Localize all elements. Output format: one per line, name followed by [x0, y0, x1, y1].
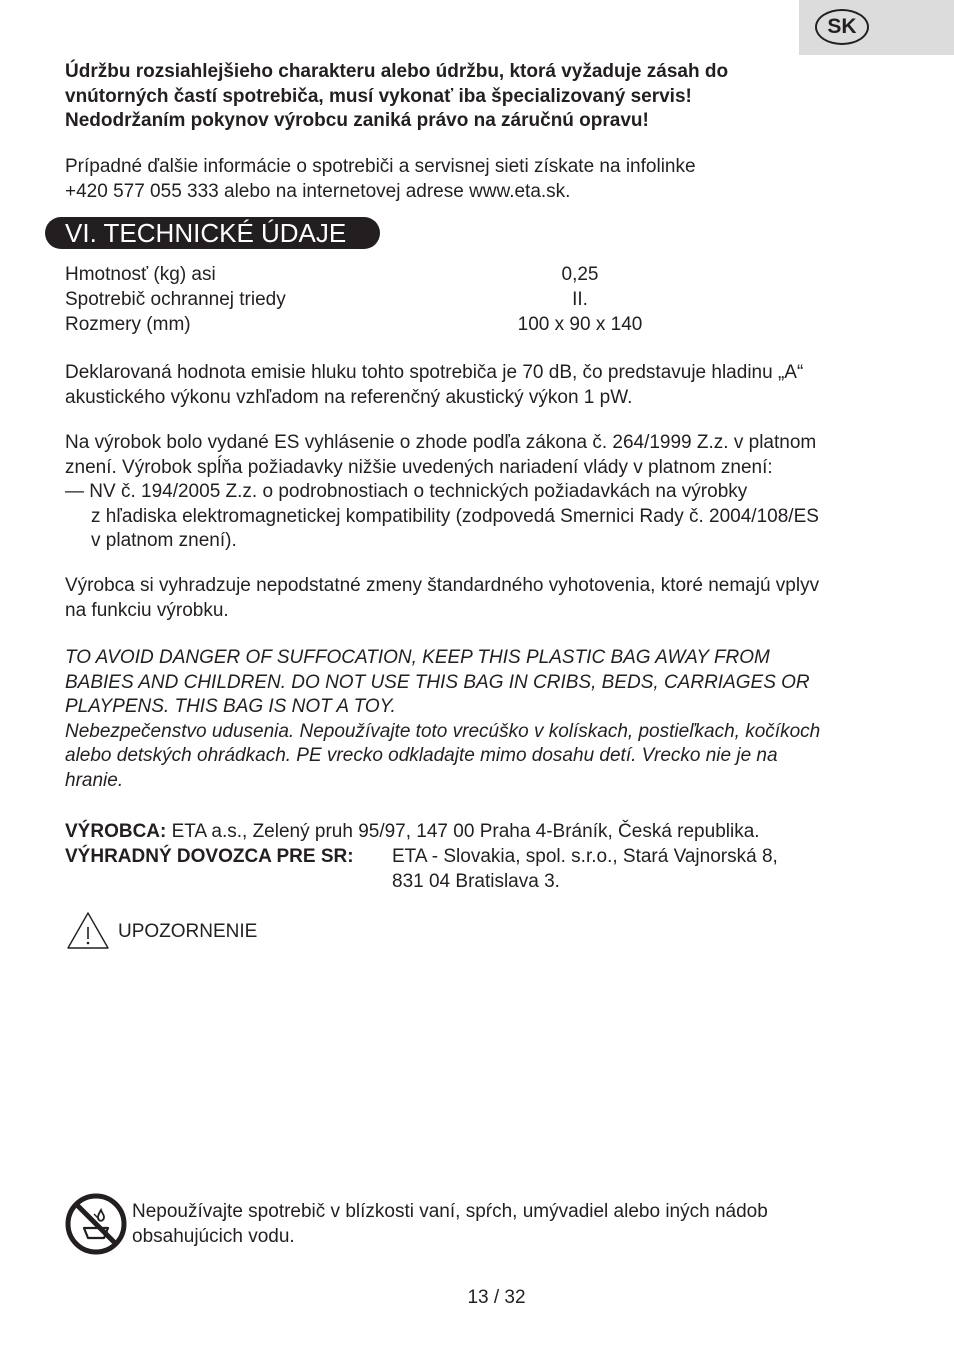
- spec-value: 0,25: [561, 264, 599, 285]
- importer-address-line: 831 04 Bratislava 3.: [392, 870, 560, 892]
- noise-line: akustického výkonu vzhľadom na referenčný akustický výkon 1 pW.: [65, 386, 633, 408]
- no-water-icon: [64, 1192, 128, 1256]
- noise-line: Deklarovaná hodnota emisie hluku tohto spotrebiča je 70 dB, čo predstavuje hladinu „A“: [65, 362, 804, 383]
- service-notice: [65, 60, 895, 134]
- info-paragraph: [65, 155, 895, 204]
- bag-warning-line: hranie.: [65, 769, 124, 791]
- service-notice-line: vnútorných častí spotrebiča, musí vykonať iba špecializovaný servis!: [65, 85, 692, 107]
- section-heading: VI. TECHNICKÉ ÚDAJE: [45, 217, 380, 249]
- caution-label: UPOZORNENIE: [118, 921, 258, 942]
- language-code-badge: SK: [815, 9, 869, 45]
- noise-paragraph: [65, 361, 895, 410]
- info-line: +420 577 055 333 alebo na internetovej adrese www.eta.sk.: [65, 180, 571, 202]
- water-warning-text: [132, 1200, 768, 1249]
- conformity-line: Na výrobok bolo vydané ES vyhlásenie o zhode podľa zákona č. 264/1999 Z.z. v platnom: [65, 432, 817, 453]
- conformity-line: znení. Výrobok spĺňa požiadavky nižšie uvedených nariadení vlády v platnom znení:: [65, 456, 773, 478]
- importer-address: [392, 845, 778, 894]
- spec-value: II.: [572, 289, 588, 310]
- language-tab: [799, 0, 954, 55]
- manufacturer-line: [65, 820, 895, 845]
- spec-label: Spotrebič ochrannej triedy: [65, 289, 286, 310]
- importer-label: VÝHRADNÝ DOVOZCA PRE SR:: [65, 846, 354, 867]
- conformity-paragraph: [65, 431, 895, 554]
- manufacturer-address: ETA a.s., Zelený pruh 95/97, 147 00 Praha 4-Bráník, Česká republika.: [171, 821, 760, 842]
- page-number: 13 / 32: [467, 1287, 526, 1308]
- bag-warning-line: PLAYPENS. THIS BAG IS NOT A TOY.: [65, 696, 396, 717]
- warning-triangle-icon: [66, 911, 110, 951]
- service-notice-line: Nedodržaním pokynov výrobcu zaniká právo na záručnú opravu!: [65, 110, 649, 131]
- service-notice-line: Údržbu rozsiahlejšieho charakteru alebo údržbu, ktorá vyžaduje zásah do: [65, 61, 729, 82]
- info-line: Prípadné ďalšie informácie o spotrebiči a servisnej sieti získate na infolinke: [65, 156, 696, 177]
- changes-line: na funkciu výrobku.: [65, 599, 229, 621]
- conformity-line: — NV č. 194/2005 Z.z. o podrobnostiach o technických požiadavkách na výrobky: [65, 481, 748, 502]
- water-warning-line: obsahujúcich vodu.: [132, 1225, 295, 1247]
- conformity-line: v platnom znení).: [91, 530, 237, 551]
- manufacturer-label: VÝROBCA:: [65, 821, 167, 842]
- bag-warning-line: Nebezpečenstvo udusenia. Nepoužívajte toto vrecúško v kolískach, postieľkach, kočíkoch: [65, 720, 821, 742]
- spec-label: Rozmery (mm): [65, 314, 191, 335]
- conformity-line: z hľadiska elektromagnetickej kompatibility (zodpovedá Smernici Rady č. 2004/108/ES: [91, 505, 819, 527]
- spec-value: 100 x 90 x 140: [517, 314, 643, 335]
- changes-line: Výrobca si vyhradzuje nepodstatné zmeny štandardného vyhotovenia, ktoré nemajú vplyv: [65, 575, 820, 596]
- bag-warning-line: alebo detských ohrádkach. PE vrecko odkladajte mimo dosahu detí. Vrecko nie je na: [65, 745, 778, 766]
- importer-address-line: ETA - Slovakia, spol. s.r.o., Stará Vajnorská 8,: [392, 846, 778, 867]
- bag-warning-line: BABIES AND CHILDREN. DO NOT USE THIS BAG IN CRIBS, BEDS, CARRIAGES OR: [65, 671, 810, 693]
- bag-warning-line: TO AVOID DANGER OF SUFFOCATION, KEEP THIS PLASTIC BAG AWAY FROM: [65, 647, 770, 668]
- water-warning-line: Nepoužívajte spotrebič v blízkosti vaní, spŕch, umývadiel alebo iných nádob: [132, 1201, 768, 1222]
- bag-warning: [65, 646, 895, 793]
- spec-label: Hmotnosť (kg) asi: [65, 264, 216, 285]
- changes-paragraph: [65, 574, 895, 623]
